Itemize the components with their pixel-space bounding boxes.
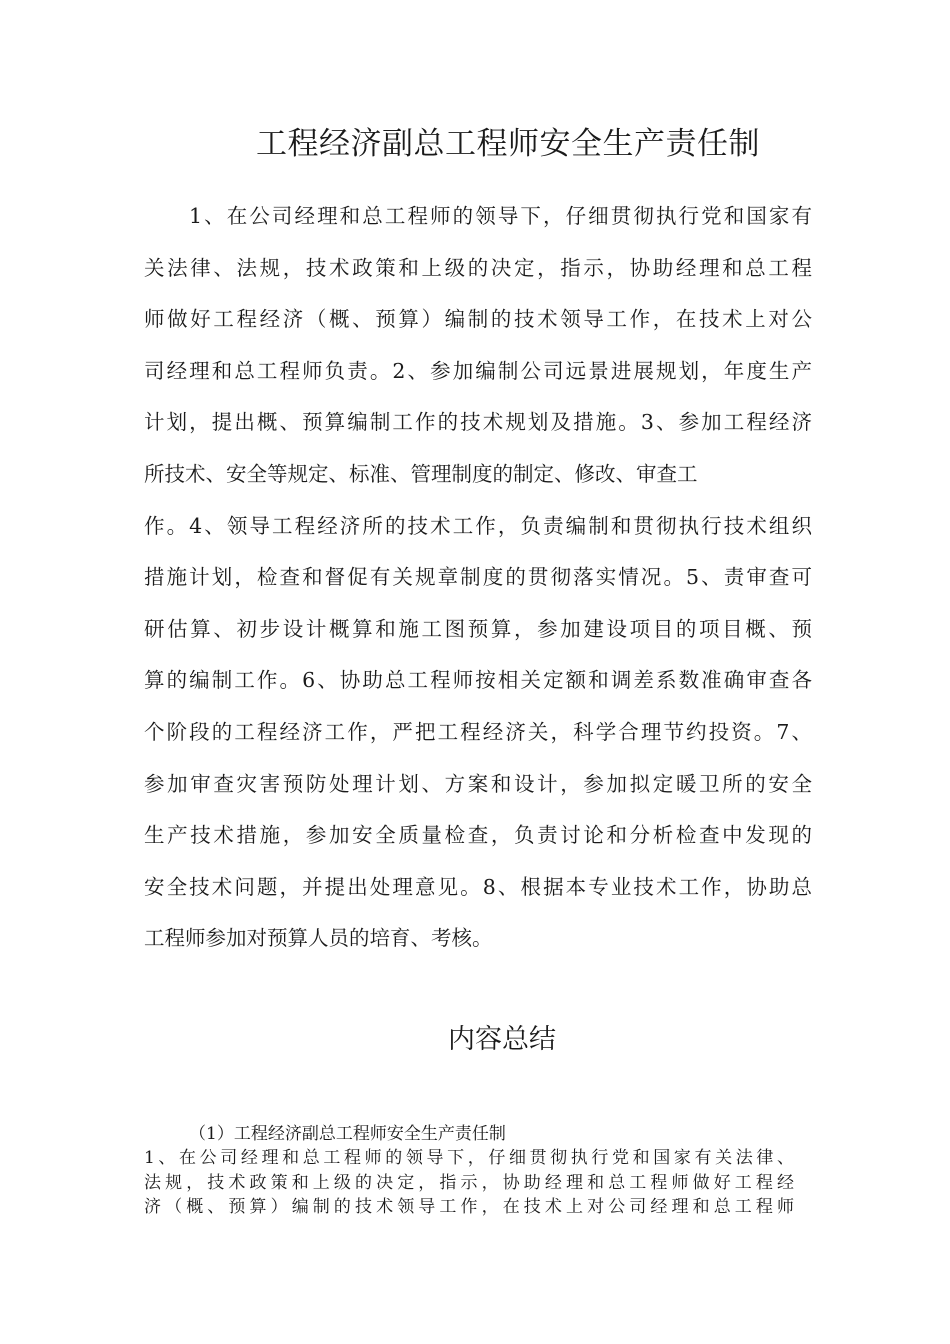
body-line: 作。4、领导工程经济所的技术工作，负责编制和贯彻执行技术组织	[144, 513, 812, 538]
document-title: 工程经济副总工程师安全生产责任制	[256, 126, 760, 162]
body-line: 措施计划，检查和督促有关规章制度的贯彻落实情况。5、责审查可	[144, 565, 812, 590]
body-line: 所技术、安全等规定、标准、管理制度的制定、修改、审查工	[144, 461, 698, 486]
body-line: 个阶段的工程经济工作，严把工程经济关，科学合理节约投资。7、	[144, 719, 812, 744]
body-line: 参加审查灾害预防处理计划、方案和设计，参加拟定暖卫所的安全	[144, 771, 812, 796]
summary-heading: 内容总结	[448, 1024, 556, 1055]
summary-section	[144, 1122, 794, 1220]
body-line: 司经理和总工程师负责。2、参加编制公司远景进展规划，年度生产	[144, 358, 812, 383]
summary-line: 法规，技术政策和上级的决定，指示，协助经理和总工程师做好工程经	[144, 1172, 794, 1193]
body-line: 计划，提出概、预算编制工作的技术规划及措施。3、参加工程经济	[144, 410, 812, 435]
body-line: 研估算、初步设计概算和施工图预算，参加建设项目的项目概、预	[144, 616, 812, 641]
body-line: 算的编制工作。6、协助总工程师按相关定额和调差系数准确审查各	[144, 668, 812, 693]
body-line: 安全技术问题，并提出处理意见。8、根据本专业技术工作，协助总	[144, 874, 812, 899]
summary-line: 1、在公司经理和总工程师的领导下，仔细贯彻执行党和国家有关法律、	[144, 1148, 794, 1169]
document-body	[144, 196, 812, 970]
body-line: 工程师参加对预算人员的培育、考核。	[144, 926, 493, 951]
body-line: 关法律、法规，技术政策和上级的决定，指示，协助经理和总工程	[144, 255, 812, 280]
body-line: 生产技术措施，参加安全质量检查，负责讨论和分析检查中发现的	[144, 823, 812, 848]
summary-line: 济（概、预算）编制的技术领导工作，在技术上对公司经理和总工程师	[144, 1197, 794, 1218]
body-line: 师做好工程经济（概、预算）编制的技术领导工作，在技术上对公	[144, 307, 812, 332]
summary-subtitle: （1）工程经济副总工程师安全生产责任制	[189, 1124, 506, 1144]
body-line: 1、在公司经理和总工程师的领导下，仔细贯彻执行党和国家有	[189, 204, 812, 228]
